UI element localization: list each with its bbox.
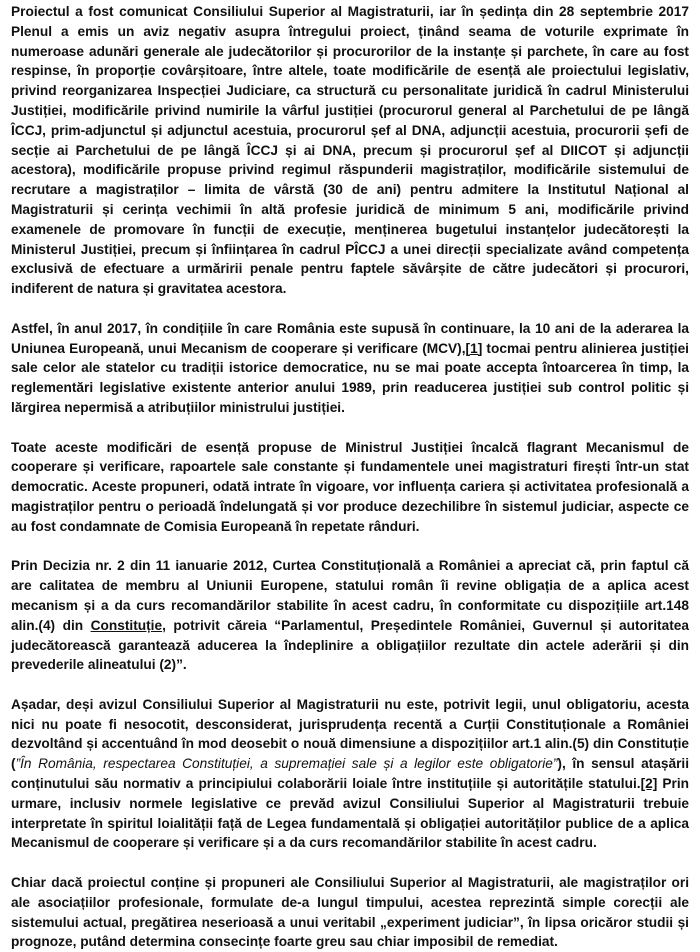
constitution-quote: ”În România, respectarea Constituției, a supremației sale și a legilor este obligatorie” [15,756,558,772]
paragraph-text: Prin Decizia nr. 2 din 11 ianuarie 2012, Curtea Constituțională a României a apreciat că, prin faptul că are calitatea de membru al Uniunii Europene, statului român îi revine obligația de a aplica acest mecanism și a da curs recomandărilor stabilite în acest cadru, în conformitate cu dispozițiile art.148 alin.(4) din [11,558,689,633]
paragraph-text: Proiectul a fost comunicat Consiliului Superior al Magistraturii, iar în ședința din 28 septembrie 2017 Plenul a emis un aviz negativ asupra întregului proiect, ținând seama de voturile exprimate în numeroase adunări generale ale judecătorilor și procurorilor de la instanțe și parchete, în care au fost respinse, în proporție covârșitoare, între altele, toate modificările de esență ale proiectului legislativ, privind reorganizarea Inspecției Judiciare, ca structură cu personalitate juridică în cadrul Ministerului Justiției, modificările privind numirile la vârful justiției (procurorul general al Parchetului de pe lângă ÎCCJ, prim-adjunctul și adjunctul acestuia, procurorul șef al DNA, adjuncții acestuia, procurorii șefi de secție ai Parchetului de pe lângă ÎCCJ și ai DNA, precum și procurorul șef al DIICOT și adjuncții acestora), modificările propuse privind regimul răspunderii magistraților, modificările sistemului de recrutare a magistraților – limita de vârstă (30 de ani) pentru admitere la Institutul Național al Magistraturii și cerința vechimii în altă profesie juridică de minimum 5 ani, modificările privind examenele de promovare în funcții de execuție, menținerea bugetului instanțelor judecătorești la Ministerul Justiției, precum și înființarea în cadrul PÎCCJ a unei direcții specializate având competența exclusivă de efectuare a urmăririi penale pentru faptele săvârșite de către judecători și procurori, indiferent de natura și gravitatea acestora. [11,4,689,297]
paragraph-modifications [11,438,689,537]
paragraph-text: , potrivit căreia “Parlamentul, Președintele României, Guvernul și autoritatea judecătorească garantează aducerea la îndeplinire a obligațiilor rezultate din actele aderării și din prevederile alineatului (2)”. [11,617,689,673]
paragraph-text: Astfel, în anul 2017, în condițiile în care România este supusă în continuare, la 10 ani de la aderarea la Uniunea Europeană, unui Mecanism de cooperare și verificare (MCV), [11,320,689,356]
paragraph-csm-opinion [11,2,689,299]
constitution-link[interactable]: Constituție [90,617,163,633]
paragraph-ccr-decision [11,556,689,675]
paragraph-text: Chiar dacă proiectul conține și propuneri ale Consiliului Superior al Magistraturii, ale magistraților ori ale asociațiilor profesionale, formulate de-a lungul timpului, acestea reprezintă simple corecții ale sistemului actual, pregătirea neserioasă a unui veritabil „experiment judiciar”, în lipsa oricăror studii și prognoze, putând determina consecințe foarte greu sau chiar imposibil de remediat. [11,875,689,950]
paragraph-text: Prin urmare, inclusiv normele legislative ce prevăd avizul Consiliului Superior al Magistraturii trebuie interpretate în spiritul loialității față de Legea fundamentală și obligației autorităților publice de a aplica Mecanismul de cooperare și verificare și a da curs recomandărilor stabilite în acest cadru. [11,776,689,851]
paragraph-mcv [11,319,689,418]
footnote-link-1[interactable]: [1] [465,340,483,356]
paragraph-text: Toate aceste modificări de esență propuse de Ministrul Justiției încalcă flagrant Mecanismul de cooperare și verificare, rapoartele sale constante și fundamentele unei magistraturi firești într-un stat democratic. Aceste propuneri, odată intrate în vigoare, vor influența cariera și activitatea profesională a magistraților pentru o perioadă îndelungată și vor produce dezechilibre în sistemul judiciar, aspecte ce au fost condamnate de Comisia Europeană în repetate rânduri. [11,439,689,534]
paragraph-text: tocmai pentru alinierea justiției sale celor ale statelor cu tradiții istorice democratice, nu se mai poate accepta întoarcerea în timp, la reglementări legislative existente anterior anului 1989, prin readucerea justiției sub control politic și lărgirea nepermisă a atribuțiilor ministrului justiției. [11,340,689,415]
paragraph-csm-opinion-binding [11,695,689,853]
paragraph-text: ), în sensul atașării conținutului său normativ a principiului colaborării loiale între instituțiile și autoritățile statului. [11,756,690,792]
paragraph-conclusion [11,873,689,952]
footnote-link-2[interactable]: [2] [640,776,658,792]
paragraph-text: Așadar, deși avizul Consiliului Superior al Magistraturii nu este, potrivit legii, unul obligatoriu, acesta nici nu poate fi nesocotit, desconsiderat, jurisprudența recentă a Curții Constituționale a României dezvoltând și accentuând în mod deosebit o nouă dimensiune a dispozițiilor art.1 alin.(5) din Constituție ( [11,696,689,772]
